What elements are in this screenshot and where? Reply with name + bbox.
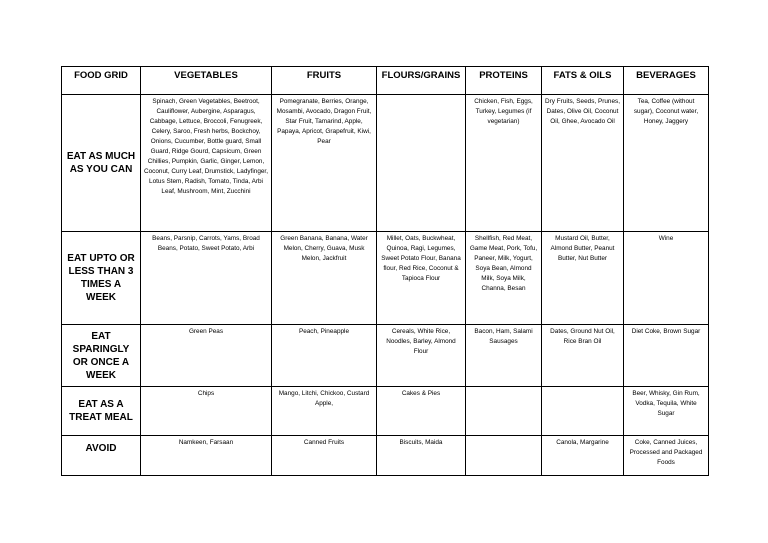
table-cell: Chips xyxy=(141,387,272,436)
header-fruits: FRUITS xyxy=(272,67,377,95)
table-cell: Dates, Ground Nut Oil, Rice Bran Oil xyxy=(542,325,624,387)
header-row xyxy=(62,67,709,95)
table-cell: Canola, Margarine xyxy=(542,436,624,476)
table-cell: Coke, Canned Juices, Processed and Packaged Foods xyxy=(624,436,709,476)
category-cell: EAT SPARINGLY OR ONCE A WEEK xyxy=(62,325,141,387)
table-cell: Tea, Coffee (without sugar), Coconut water, Honey, Jaggery xyxy=(624,95,709,232)
table-cell: Shellfish, Red Meat, Game Meat, Pork, Tofu, Paneer, Milk, Yogurt, Soya Bean, Almond Milk, Soya Milk, Channa, Besan xyxy=(466,232,542,325)
header-food-grid: FOOD GRID xyxy=(62,67,141,95)
table-cell xyxy=(377,95,466,232)
table-row xyxy=(62,232,709,325)
table-cell: Beans, Parsnip, Carrots, Yams, Broad Beans, Potato, Sweet Potato, Arbi xyxy=(141,232,272,325)
table-cell xyxy=(466,436,542,476)
table-cell: Pomegranate, Berries, Orange, Mosambi, Avocado, Dragon Fruit, Star Fruit, Tamarind, Apple, Papaya, Apricot, Grapefruit, Kiwi, Pear xyxy=(272,95,377,232)
header-beverages: BEVERAGES xyxy=(624,67,709,95)
table-cell: Green Banana, Banana, Water Melon, Cherry, Guava, Musk Melon, Jackfruit xyxy=(272,232,377,325)
table-row xyxy=(62,387,709,436)
table-row xyxy=(62,325,709,387)
table-cell: Beer, Whisky, Gin Rum, Vodka, Tequila, White Sugar xyxy=(624,387,709,436)
table-cell: Dry Fruits, Seeds, Prunes, Dates, Olive Oil, Coconut Oil, Ghee, Avocado Oil xyxy=(542,95,624,232)
table-cell xyxy=(466,387,542,436)
table-cell: Peach, Pineapple xyxy=(272,325,377,387)
table-cell: Millet, Oats, Buckwheat, Quinoa, Ragi, Legumes, Sweet Potato Flour, Banana flour, Red Rice, Coconut & Tapioca Flour xyxy=(377,232,466,325)
table-cell: Cereals, White Rice, Noodles, Barley, Almond Flour xyxy=(377,325,466,387)
category-cell: EAT AS MUCH AS YOU CAN xyxy=(62,95,141,232)
header-flours-grains: FLOURS/GRAINS xyxy=(377,67,466,95)
table-cell: Namkeen, Farsaan xyxy=(141,436,272,476)
category-cell: EAT UPTO OR LESS THAN 3 TIMES A WEEK xyxy=(62,232,141,325)
table-cell xyxy=(542,387,624,436)
food-grid-table xyxy=(61,66,709,476)
table-cell: Cakes & Pies xyxy=(377,387,466,436)
table-cell: Bacon, Ham, Salami Sausages xyxy=(466,325,542,387)
header-fats-oils: FATS & OILS xyxy=(542,67,624,95)
table-cell: Canned Fruits xyxy=(272,436,377,476)
table-cell: Wine xyxy=(624,232,709,325)
header-vegetables: VEGETABLES xyxy=(141,67,272,95)
table-cell: Chicken, Fish, Eggs, Turkey, Legumes (if vegetarian) xyxy=(466,95,542,232)
table-row xyxy=(62,436,709,476)
table-cell: Spinach, Green Vegetables, Beetroot, Cauliflower, Aubergine, Asparagus, Cabbage, Lettuce, Broccoli, Fenugreek, Celery, Saroo, Fresh herbs, Bockchoy, Onions, Cucumber, Bottle guard, Small Guard, Ridge Gourd, Capsicum, Green Chillies, Pumpkin, Garlic, Ginger, Lemon, Coconut, Curry Leaf, Drumstick, Ladyfinger, Lotus Stem, Radish, Tomato, Tinda, Arbi Leaf, Mushroom, Mint, Zucchini xyxy=(141,95,272,232)
category-cell: EAT AS A TREAT MEAL xyxy=(62,387,141,436)
table-cell: Diet Coke, Brown Sugar xyxy=(624,325,709,387)
category-cell: AVOID xyxy=(62,436,141,476)
table-cell: Mustard Oil, Butter, Almond Butter, Peanut Butter, Nut Butter xyxy=(542,232,624,325)
table-cell: Biscuits, Maida xyxy=(377,436,466,476)
table-row xyxy=(62,95,709,232)
table-cell: Mango, Litchi, Chickoo, Custard Apple, xyxy=(272,387,377,436)
table-cell: Green Peas xyxy=(141,325,272,387)
header-proteins: PROTEINS xyxy=(466,67,542,95)
